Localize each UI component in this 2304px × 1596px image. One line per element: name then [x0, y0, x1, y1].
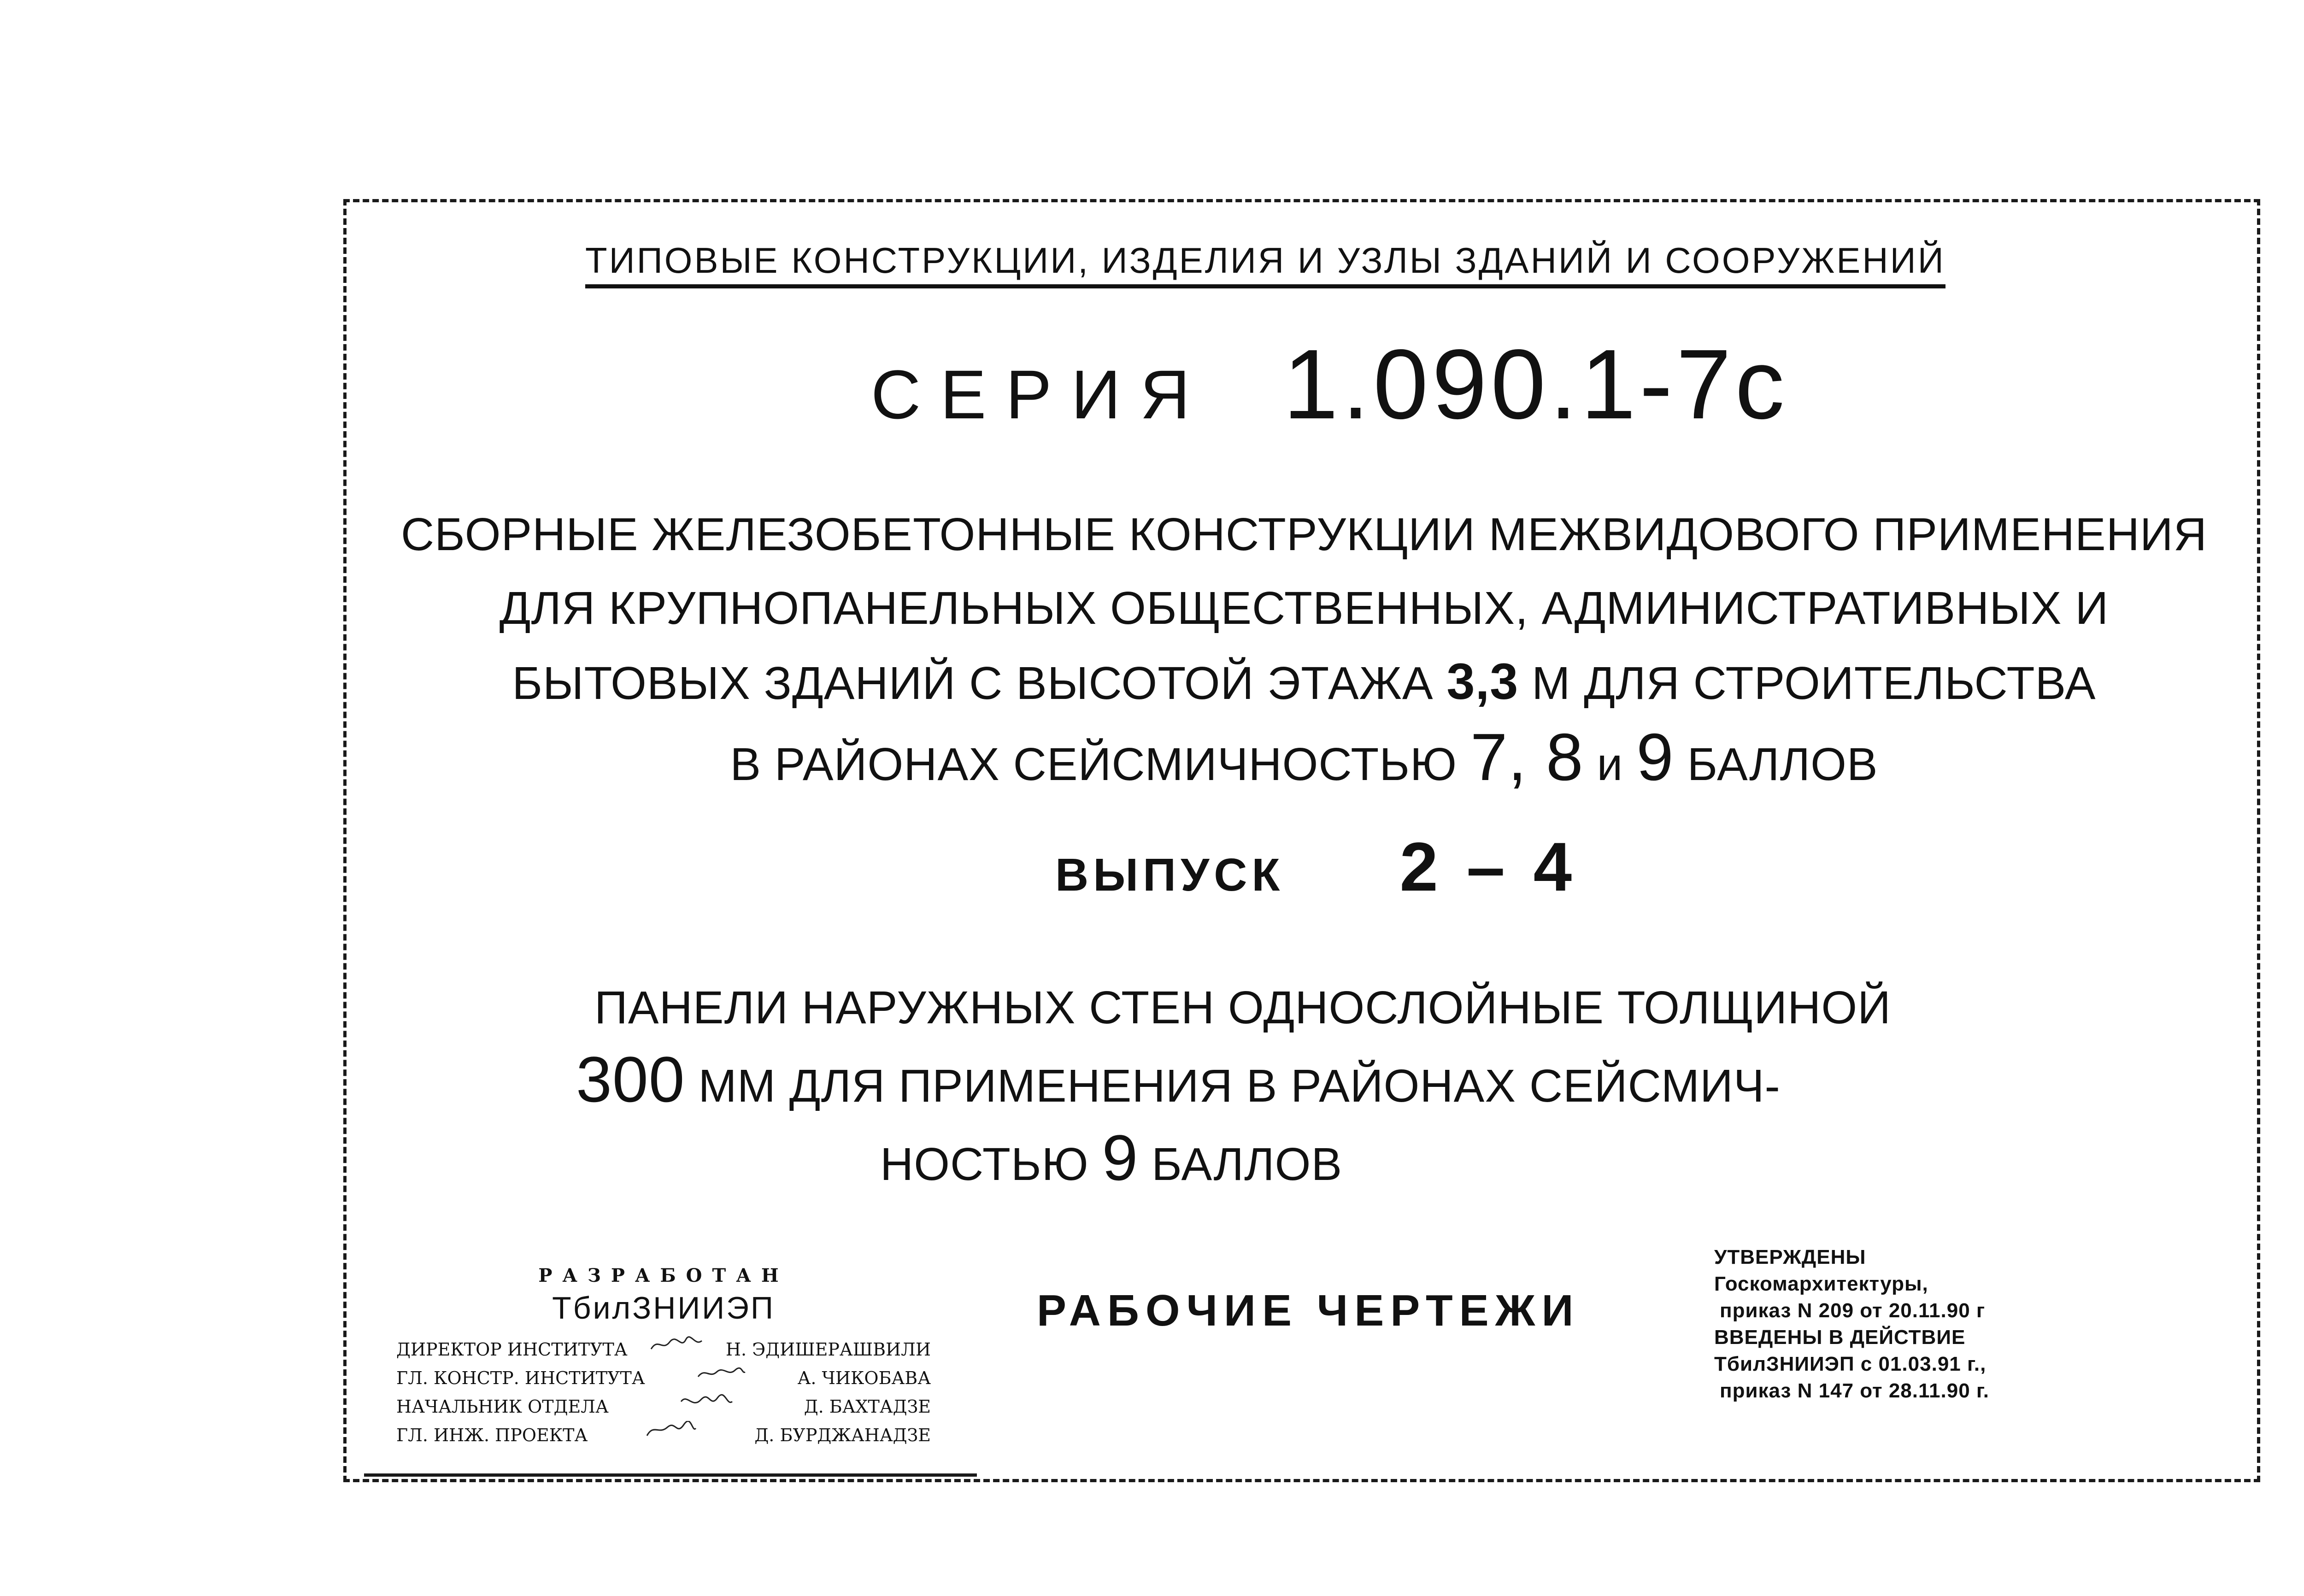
issue-number: 2 – 4: [1399, 828, 1577, 905]
title-line-3-end: М ДЛЯ СТРОИТЕЛЬСТВА: [1532, 657, 2096, 709]
staff-row: [396, 1421, 931, 1449]
staff-role: ДИРЕКТОР ИНСТИТУТА: [396, 1339, 628, 1360]
developer-organization: ТбилЗНИИЭП: [552, 1291, 775, 1326]
issue-heading: [1055, 827, 1576, 907]
staff-role: ГЛ. КОНСТР. ИНСТИТУТА: [396, 1368, 645, 1388]
subtitle-line-3-start: НОСТЬЮ: [880, 1138, 1089, 1190]
subtitle-line-1: ПАНЕЛИ НАРУЖНЫХ СТЕН ОДНОСЛОЙНЫЕ ТОЛЩИНОЙ: [594, 982, 1892, 1033]
approval-line: УТВЕРЖДЕНЫ: [1714, 1246, 1866, 1268]
subtitle-line-3-end: БАЛЛОВ: [1152, 1138, 1343, 1190]
staff-name: Д. БАХТАДЗЕ: [804, 1396, 931, 1417]
series-code: 1.090.1-7с: [1283, 329, 1788, 440]
subtitle-line-2: [576, 1044, 1981, 1122]
floor-height-value: 3,3: [1446, 653, 1519, 710]
series-label: СЕРИЯ: [871, 356, 1210, 433]
category-header: ТИПОВЫЕ КОНСТРУКЦИИ, ИЗДЕЛИЯ И УЗЛЫ ЗДАНИЙ И СООРУЖЕНИЙ: [585, 240, 1945, 288]
subtitle-seismic-value: 9: [1102, 1121, 1139, 1194]
staff-name: А. ЧИКОБАВА: [797, 1368, 931, 1388]
title-line-4-and: и: [1597, 739, 1623, 790]
staff-row: [396, 1392, 931, 1421]
approval-line: ВВЕДЕНЫ В ДЕЙСТВИЕ: [1714, 1326, 1966, 1349]
signature-icon: [643, 1421, 699, 1439]
subtitle-line-2-rest: ММ ДЛЯ ПРИМЕНЕНИЯ В РАЙОНАХ СЕЙСМИЧ-: [698, 1060, 1781, 1112]
title-line-3-start: БЫТОВЫХ ЗДАНИЙ С ВЫСОТОЙ ЭТАЖА: [512, 657, 1434, 709]
approval-line: ТбилЗНИИЭП с 01.03.91 г.,: [1714, 1353, 1987, 1375]
document-title: [364, 498, 2244, 801]
developer-title: РАЗРАБОТАН: [538, 1265, 789, 1286]
bottom-rule: [364, 1473, 977, 1477]
title-line-4: [364, 720, 2244, 801]
developer-block: [396, 1265, 931, 1449]
staff-name: Н. ЭДИШЕРАШВИЛИ: [725, 1339, 931, 1360]
signature-icon: [649, 1335, 704, 1354]
staff-role: НАЧАЛЬНИК ОТДЕЛА: [396, 1396, 609, 1417]
approval-line: приказ N 209 от 20.11.90 г: [1720, 1299, 1986, 1322]
signature-icon: [694, 1364, 749, 1382]
staff-row: [396, 1364, 931, 1392]
approval-line: приказ N 147 от 28.11.90 г.: [1720, 1379, 1990, 1402]
document-type: РАБОЧИЕ ЧЕРТЕЖИ: [1037, 1286, 1580, 1335]
approval-block: [1714, 1244, 1989, 1404]
panel-thickness: 300: [576, 1043, 685, 1115]
approval-line: Госкомархитектуры,: [1714, 1273, 1928, 1295]
title-line-4-end: БАЛЛОВ: [1687, 739, 1878, 790]
title-line-3: [364, 645, 2244, 720]
title-line-4-start: В РАЙОНАХ СЕЙСМИЧНОСТЬЮ: [730, 739, 1457, 790]
subtitle-line-3: [576, 1122, 1981, 1200]
seismic-value-9: 9: [1636, 720, 1674, 794]
series-heading: [871, 327, 1788, 441]
staff-role: ГЛ. ИНЖ. ПРОЕКТА: [396, 1425, 588, 1445]
staff-row: [396, 1335, 931, 1364]
staff-name: Д. БУРДЖАНАДЗЕ: [754, 1425, 931, 1445]
issue-subtitle: [576, 972, 1981, 1200]
signature-icon: [679, 1392, 734, 1411]
title-line-2: ДЛЯ КРУПНОПАНЕЛЬНЫХ ОБЩЕСТВЕННЫХ, АДМИНИСТРАТИВНЫХ И: [499, 582, 2109, 634]
issue-label: ВЫПУСК: [1055, 849, 1285, 901]
title-line-1: СБОРНЫЕ ЖЕЛЕЗОБЕТОННЫЕ КОНСТРУКЦИИ МЕЖВИДОВОГО ПРИМЕНЕНИЯ: [400, 509, 2208, 560]
seismic-values: 7, 8: [1470, 720, 1584, 794]
